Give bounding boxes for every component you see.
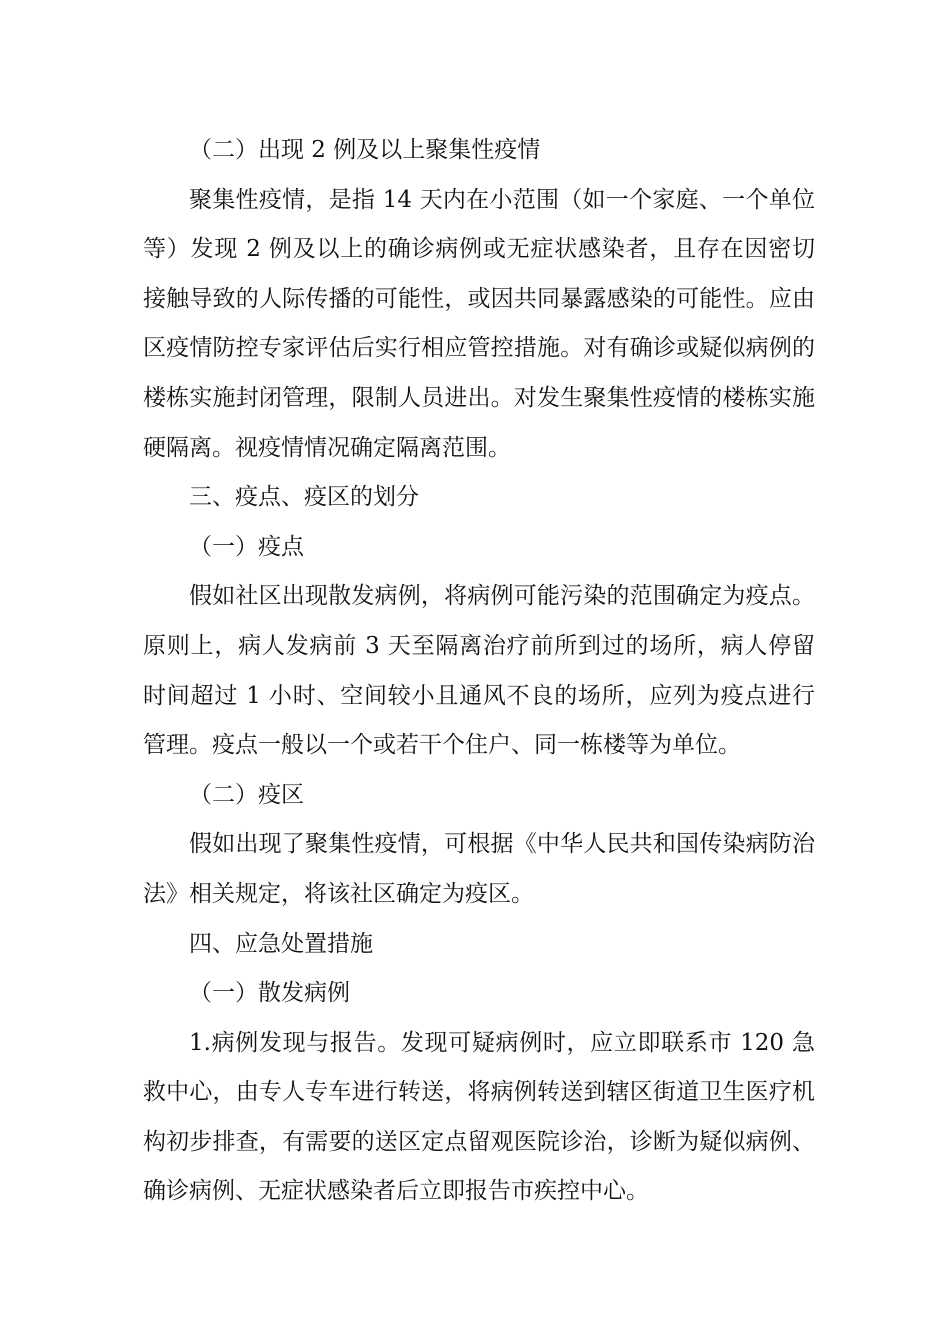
subheading-sporadic-cases: （一）散发病例 bbox=[189, 980, 350, 1007]
document-body bbox=[143, 126, 815, 1217]
subheading-clustered-outbreak: （二）出现 2 例及以上聚集性疫情 bbox=[189, 137, 541, 163]
subheading-epidemic-point: （一）疫点 bbox=[189, 533, 304, 560]
subheading-epidemic-area: （二）疫区 bbox=[189, 781, 304, 808]
section-heading-epidemic-zones: 三、疫点、疫区的划分 bbox=[189, 484, 419, 511]
paragraph-clustered-outbreak-definition: 聚集性疫情，是指 14 天内在小范围（如一个家庭、一个单位等）发现 2 例及以上的确诊病例或无症状感染者，且存在因密切接触导致的人际传播的可能性，或因共同暴露感染的可能性。应由区疫情防控专家评估后实行相应管控措施。对有确诊或疑似病例的楼栋实施封闭管理，限制人员进出。对发生聚集性疫情的楼栋实施硬隔离。视疫情情况确定隔离范围。 bbox=[143, 186, 815, 461]
paragraph-epidemic-area: 假如出现了聚集性疫情，可根据《中华人民共和国传染病防治法》相关规定，将该社区确定为疫区。 bbox=[143, 831, 815, 907]
paragraph-epidemic-point: 假如社区出现散发病例，将病例可能污染的范围确定为疫点。原则上，病人发病前 3 天至隔离治疗前所到过的场所，病人停留时间超过 1 小时、空间较小且通风不良的场所，应列为疫点进行管理。疫点一般以一个或若干个住户、同一栋楼等为单位。 bbox=[143, 583, 815, 759]
section-heading-emergency-measures: 四、应急处置措施 bbox=[189, 930, 373, 957]
paragraph-case-discovery-report: 1.病例发现与报告。发现可疑病例时，应立即联系市 120 急救中心，由专人专车进行转送，将病例转送到辖区街道卫生医疗机构初步排查，有需要的送区定点留观医院诊治，诊断为疑似病例、确诊病例、无症状感染者后立即报告市疾控中心。 bbox=[143, 1029, 815, 1205]
